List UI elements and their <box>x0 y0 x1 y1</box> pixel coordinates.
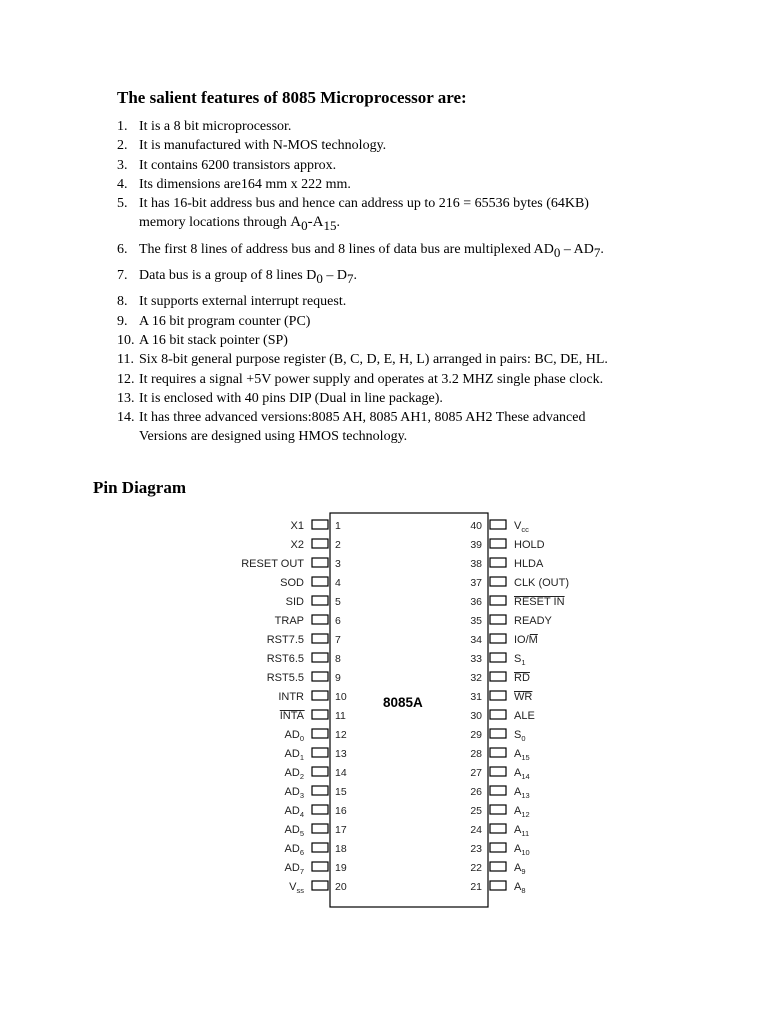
pin-number: 5 <box>335 596 341 608</box>
pin-label: $A_9$ <box>514 862 526 876</box>
pin-box <box>312 881 328 890</box>
pin-box <box>490 824 506 833</box>
pin-box <box>312 843 328 852</box>
pin-number: 25 <box>470 805 482 817</box>
pin-number: 29 <box>470 729 482 741</box>
pin-label: ALE <box>514 710 535 722</box>
pin-number: 38 <box>470 558 482 570</box>
pin-diagram <box>230 510 580 910</box>
pin-number: 26 <box>470 786 482 798</box>
pin-label: WR <box>514 691 533 703</box>
pin-label: RESET IN <box>514 596 565 608</box>
pin-label: IO/M <box>514 634 538 646</box>
pin-box <box>490 615 506 624</box>
pin-label: INTR <box>278 691 304 703</box>
pin-box <box>490 862 506 871</box>
pin-label: READY <box>514 615 552 627</box>
pin-box <box>312 653 328 662</box>
item-text: It contains 6200 transistors approx. <box>139 157 337 173</box>
item-number: 3. <box>117 157 128 173</box>
pin-number: 31 <box>470 691 482 703</box>
pin-label: X2 <box>290 539 304 551</box>
pin-number: 24 <box>470 824 482 836</box>
item-subscript: 7 <box>593 244 601 260</box>
item-text: Its dimensions are164 mm x 222 mm. <box>139 176 351 192</box>
pin-label: RD <box>514 672 530 684</box>
pin-box <box>490 520 506 529</box>
pin-label: RESET OUT <box>241 558 304 570</box>
pin-number: 7 <box>335 634 341 646</box>
pin-box <box>312 786 328 795</box>
pin-number: 1 <box>335 520 341 532</box>
item-number: 5. <box>117 196 128 212</box>
pin-box <box>490 577 506 586</box>
pin-label: INTA <box>279 710 304 722</box>
pin-label: $A_{15}$ <box>514 748 530 762</box>
item-text: Data bus is a group of 8 lines D <box>139 268 317 284</box>
item-text: It has 16-bit address bus and hence can address up to 216 = 65536 bytes (64KB) <box>139 196 589 212</box>
pin-number: 12 <box>335 729 347 741</box>
item-text: It is manufactured with N-MOS technology. <box>139 138 387 154</box>
pin-number: 32 <box>470 672 482 684</box>
list-item <box>117 136 757 155</box>
pin-box <box>490 786 506 795</box>
item-number: 4. <box>117 176 128 192</box>
pin-number: 33 <box>470 653 482 665</box>
chip-body <box>330 513 488 907</box>
pin-box <box>312 634 328 643</box>
pin-number: 36 <box>470 596 482 608</box>
pin-label: $V_{cc}$ <box>514 520 529 534</box>
pin-label: SID <box>285 596 304 608</box>
pin-box <box>490 710 506 719</box>
pin-number: 9 <box>335 672 341 684</box>
pin-number: 23 <box>470 843 482 855</box>
pin-box <box>312 805 328 814</box>
item-text: Six 8-bit general purpose register (B, C, D, E, H, L) arranged in pairs: BC, DE, HL. <box>139 352 608 368</box>
pin-number: 4 <box>335 577 341 589</box>
pin-label: $AD_2$ <box>284 767 304 781</box>
item-text: – D <box>322 268 347 284</box>
item-text: -A <box>307 214 324 231</box>
pin-number: 20 <box>335 881 347 893</box>
pin-box <box>312 577 328 586</box>
chip-label: 8085A <box>383 695 423 710</box>
pin-label: CLK (OUT) <box>514 577 569 589</box>
pin-box <box>490 634 506 643</box>
item-number: 11. <box>117 352 134 368</box>
item-text: It has three advanced versions:8085 AH, 8085 AH1, 8085 AH2 These advanced <box>139 410 586 426</box>
pin-box <box>312 558 328 567</box>
pin-label: $A_{12}$ <box>514 805 530 819</box>
pin-box <box>312 596 328 605</box>
pin-box <box>490 558 506 567</box>
list-item <box>117 331 757 350</box>
list-item <box>117 370 757 389</box>
list-item <box>117 292 757 311</box>
item-text: A <box>290 214 302 231</box>
item-text: – AD <box>560 241 594 257</box>
pin-box <box>312 862 328 871</box>
pin-diagram-svg <box>230 510 580 910</box>
features-list <box>117 117 757 447</box>
list-item <box>117 408 757 447</box>
pin-number: 22 <box>470 862 482 874</box>
pin-label: $AD_3$ <box>284 786 304 800</box>
pin-box <box>312 672 328 681</box>
pin-label: $S_0$ <box>514 729 526 743</box>
pin-box <box>490 653 506 662</box>
pin-label: $AD_6$ <box>284 843 304 857</box>
pin-box <box>312 710 328 719</box>
item-text: The first 8 lines of address bus and 8 lines of data bus are multiplexed AD <box>139 241 554 257</box>
list-item <box>117 175 757 194</box>
pin-label: $AD_0$ <box>284 729 304 743</box>
pin-number: 35 <box>470 615 482 627</box>
pin-label: $A_{13}$ <box>514 786 530 800</box>
pin-label: $AD_7$ <box>284 862 304 876</box>
pin-label: $AD_5$ <box>284 824 304 838</box>
item-number: 6. <box>117 241 128 257</box>
pin-label: X1 <box>290 520 304 532</box>
item-text: . <box>353 268 357 284</box>
item-number: 10. <box>117 332 135 348</box>
pin-label: $S_1$ <box>514 653 526 667</box>
pin-box <box>490 843 506 852</box>
item-subscript: 0 <box>301 218 308 234</box>
pin-label: $A_{14}$ <box>514 767 530 781</box>
pin-number: 13 <box>335 748 347 760</box>
item-text: It requires a signal +5V power supply and operates at 3.2 MHZ single phase clock. <box>139 371 604 387</box>
list-item <box>117 156 757 175</box>
pin-number: 39 <box>470 539 482 551</box>
pin-box <box>312 748 328 757</box>
list-item <box>117 240 757 259</box>
pin-box <box>490 881 506 890</box>
pin-box <box>490 539 506 548</box>
item-number: 8. <box>117 294 128 310</box>
pin-number: 28 <box>470 748 482 760</box>
page-heading: The salient features of 8085 Microprocessor are: <box>117 88 467 107</box>
item-number: 9. <box>117 313 128 329</box>
item-subscript: 0 <box>316 271 323 287</box>
pin-number: 30 <box>470 710 482 722</box>
item-text: . <box>600 241 604 257</box>
item-text: . <box>336 215 340 231</box>
pin-number: 11 <box>335 710 346 722</box>
item-text: It is enclosed with 40 pins DIP (Dual in line package). <box>139 390 443 406</box>
pin-label: $A_{11}$ <box>514 824 530 838</box>
pin-number: 8 <box>335 653 341 665</box>
item-number: 7. <box>117 268 128 284</box>
pin-label: $V_{ss}$ <box>289 881 304 895</box>
item-text: Versions are designed using HMOS technology. <box>139 429 408 445</box>
list-item <box>117 194 757 233</box>
pin-number: 37 <box>470 577 482 589</box>
list-item <box>117 266 757 285</box>
list-item <box>117 117 757 136</box>
pin-label: RST6.5 <box>266 653 304 665</box>
pin-number: 40 <box>470 520 482 532</box>
pin-box <box>490 767 506 776</box>
pin-box <box>312 729 328 738</box>
pin-box <box>312 520 328 529</box>
pin-box <box>312 767 328 776</box>
pin-number: 10 <box>335 691 347 703</box>
pin-number: 3 <box>335 558 341 570</box>
list-item <box>117 312 757 331</box>
pin-label: RST7.5 <box>266 634 304 646</box>
pin-number: 6 <box>335 615 341 627</box>
pin-label: $A_8$ <box>514 881 526 895</box>
pin-label: HOLD <box>514 539 545 551</box>
item-text: A 16 bit program counter (PC) <box>139 313 311 329</box>
pin-label: SOD <box>280 577 304 589</box>
pin-box <box>490 672 506 681</box>
item-subscript: 15 <box>323 218 337 234</box>
item-number: 1. <box>117 119 128 134</box>
item-text: memory locations through <box>139 215 291 231</box>
section-title: Pin Diagram <box>93 478 187 497</box>
pin-number: 18 <box>335 843 347 855</box>
pin-box <box>490 691 506 700</box>
pin-number: 19 <box>335 862 347 874</box>
pin-box <box>312 691 328 700</box>
pin-number: 15 <box>335 786 347 798</box>
pin-box <box>312 539 328 548</box>
item-text: A 16 bit stack pointer (SP) <box>139 332 288 348</box>
pin-box <box>490 748 506 757</box>
pin-number: 21 <box>470 881 482 893</box>
list-item <box>117 350 757 369</box>
item-number: 13. <box>117 390 135 406</box>
pin-box <box>490 805 506 814</box>
pin-label: TRAP <box>274 615 304 627</box>
pin-number: 27 <box>470 767 482 779</box>
pin-box <box>490 729 506 738</box>
item-text: It supports external interrupt request. <box>139 294 347 310</box>
pin-box <box>490 596 506 605</box>
pin-number: 34 <box>470 634 482 646</box>
pin-label: $AD_4$ <box>284 805 304 819</box>
pin-label: RST5.5 <box>266 672 304 684</box>
pin-label: HLDA <box>514 558 544 570</box>
item-number: 14. <box>117 410 135 426</box>
pin-number: 16 <box>335 805 347 817</box>
pin-box <box>312 615 328 624</box>
pin-label: $AD_1$ <box>284 748 304 762</box>
pin-box <box>312 824 328 833</box>
item-number: 12. <box>117 371 135 387</box>
pin-number: 14 <box>335 767 347 779</box>
pin-number: 2 <box>335 539 341 551</box>
item-number: 2. <box>117 138 128 154</box>
pin-number: 17 <box>335 824 347 836</box>
pin-label: $A_{10}$ <box>514 843 530 857</box>
item-subscript: 0 <box>553 244 561 260</box>
list-item <box>117 389 757 408</box>
item-text: It is a 8 bit microprocessor. <box>139 119 292 134</box>
item-subscript: 7 <box>346 271 354 287</box>
